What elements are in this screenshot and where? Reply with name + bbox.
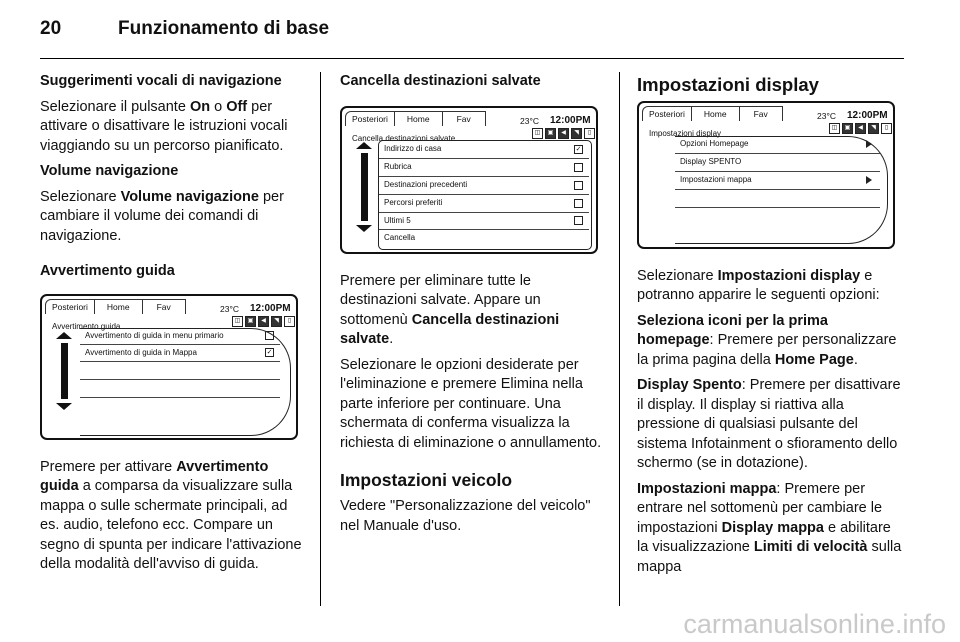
list-item: Rubrica — [379, 159, 589, 177]
watermark: carmanualsonline.info — [683, 609, 946, 639]
column-middle — [340, 72, 606, 542]
status-icons — [829, 123, 892, 134]
option-list — [80, 328, 280, 434]
status-icon: ◥ — [571, 128, 582, 139]
option-display-off: Display Spento: Premere per disattivare il display. Il display si riattiva alla pressione di qualsiasi pulsante del sistema Infotainment o sfioramento dello schermo (se in dotazione). — [637, 377, 901, 471]
vehicle-text: Vedere "Personalizzazione del veicolo" nel Manuale d'uso. — [340, 498, 591, 534]
screen-tabs — [345, 111, 485, 126]
option-homepage: Seleziona iconi per la prima homepage: Premere per personalizzare la prima pagina della Home Page. — [637, 312, 897, 368]
scroll-up-icon — [56, 332, 72, 339]
status-icon: ◀ — [558, 128, 569, 139]
status-icon: ◀ — [855, 123, 866, 134]
volume-text: Selezionare Volume navigazione per cambiare il volume dei comandi di navigazione. — [40, 188, 284, 244]
list-item — [80, 362, 280, 380]
option-list — [379, 141, 589, 247]
tab-home: Home — [691, 106, 740, 121]
list-item: Ultimi 5 — [379, 213, 589, 230]
delete-instructions: Selezionare le opzioni desiderate per l'eliminazione e premere Elimina nella parte inferiore per continuare. Una schermata di conferma visualizza la richiesta di eliminazione o annullamento. — [340, 356, 602, 451]
guide-heading: Avvertimento guida — [40, 263, 175, 279]
screen-title: Impostazioni display — [649, 128, 722, 138]
page-title: Funzionamento di base — [118, 18, 330, 39]
status-icon: ◫ — [829, 123, 840, 134]
list-item: Display SPENTO — [675, 154, 880, 172]
vehicle-heading: Impostazioni veicolo — [340, 470, 513, 490]
option-list — [675, 136, 880, 242]
header-rule — [40, 58, 904, 59]
option-map-settings: Impostazioni mappa: Premere per entrare nel sottomenù per cambiare le impostazioni Display mappa e abilitare la visualizzazione Limiti di velocità sulla mappa — [637, 480, 902, 575]
status-icon: ▣ — [545, 128, 556, 139]
list-item: Avvertimento di guida in menu primario — [80, 328, 280, 345]
clock: 12:00PM — [250, 302, 291, 314]
list-item: Impostazioni mappa — [675, 172, 880, 190]
status-icons — [232, 316, 295, 327]
screen-tabs — [45, 299, 185, 314]
tab-posteriori: Posteriori — [45, 299, 95, 314]
tab-home: Home — [394, 111, 443, 126]
guide-text: Premere per attivare Avvertimento guida a comparsa da visualizzare sulla mappa o sulle schermate principali, ad es. audio, telefono ecc. Compare un segno di spunta per indicare l'attivazione della modalità dell'avviso di guida. — [40, 458, 302, 572]
status-icon: ◀ — [258, 316, 269, 327]
status-icon: ▯ — [284, 316, 295, 327]
status-icon: ◫ — [232, 316, 243, 327]
chevron-right-icon — [866, 140, 872, 148]
page-number: 20 — [40, 18, 62, 39]
column-right — [637, 72, 903, 583]
column-divider — [320, 72, 321, 606]
volume-heading: Volume navigazione — [40, 163, 179, 179]
list-item — [675, 190, 880, 208]
list-item: Cancella — [384, 233, 416, 243]
screen-avvertimento-guida — [40, 294, 298, 440]
tab-posteriori: Posteriori — [642, 106, 692, 121]
tab-posteriori: Posteriori — [345, 111, 395, 126]
list-item — [675, 208, 880, 226]
screen-impostazioni-display — [637, 101, 895, 249]
scrollbar — [352, 142, 376, 232]
scroll-down-icon — [356, 225, 372, 232]
tab-fav: Fav — [142, 299, 186, 314]
delete-heading: Cancella destinazioni salvate — [340, 73, 541, 89]
status-icon: ▯ — [881, 123, 892, 134]
list-item: Opzioni Homepage — [675, 136, 880, 154]
clock: 12:00PM — [550, 114, 591, 126]
screen-tabs — [642, 106, 782, 121]
list-item: Avvertimento di guida in Mappa ✓ — [80, 345, 280, 362]
tab-fav: Fav — [739, 106, 783, 121]
display-intro: Selezionare Impostazioni display e potranno apparire le seguenti opzioni: — [637, 267, 880, 303]
temperature: 23°C — [817, 110, 836, 121]
scroll-track — [61, 343, 68, 399]
delete-text: Premere per eliminare tutte le destinazioni salvate. Appare un sottomenù Cancella destinazioni salvate. — [340, 272, 560, 347]
list-item — [80, 398, 280, 416]
scroll-up-icon — [356, 142, 372, 149]
clock: 12:00PM — [847, 109, 888, 121]
tab-fav: Fav — [442, 111, 486, 126]
status-icon: ◫ — [532, 128, 543, 139]
list-item: Percorsi preferiti — [379, 195, 589, 213]
temperature: 23°C — [520, 115, 539, 126]
status-icon: ◥ — [271, 316, 282, 327]
chevron-right-icon — [866, 176, 872, 184]
status-icon: ▯ — [584, 128, 595, 139]
scrollbar — [52, 332, 76, 410]
status-icon: ◥ — [868, 123, 879, 134]
voice-text: Selezionare il pulsante On o Off per attivare o disattivare le istruzioni vocali viaggiando su un percorso pianificato. — [40, 98, 288, 154]
column-divider — [619, 72, 620, 606]
scroll-down-icon — [56, 403, 72, 410]
display-heading: Impostazioni display — [637, 74, 819, 95]
list-item — [80, 380, 280, 398]
temperature: 23°C — [220, 303, 239, 314]
list-item: Destinazioni precedenti — [379, 177, 589, 195]
status-icon: ▣ — [842, 123, 853, 134]
list-item: Indirizzo di casa ✓ — [379, 141, 589, 159]
column-left — [40, 72, 308, 581]
screen-title: Cancella destinazioni salvate — [352, 133, 456, 143]
screen-cancella-destinazioni — [340, 106, 598, 254]
tab-home: Home — [94, 299, 143, 314]
status-icon: ▣ — [245, 316, 256, 327]
screen-title: Avvertimento guida — [52, 321, 121, 331]
status-icons — [532, 128, 595, 139]
scroll-track — [361, 153, 368, 221]
voice-heading: Suggerimenti vocali di navigazione — [40, 73, 282, 89]
